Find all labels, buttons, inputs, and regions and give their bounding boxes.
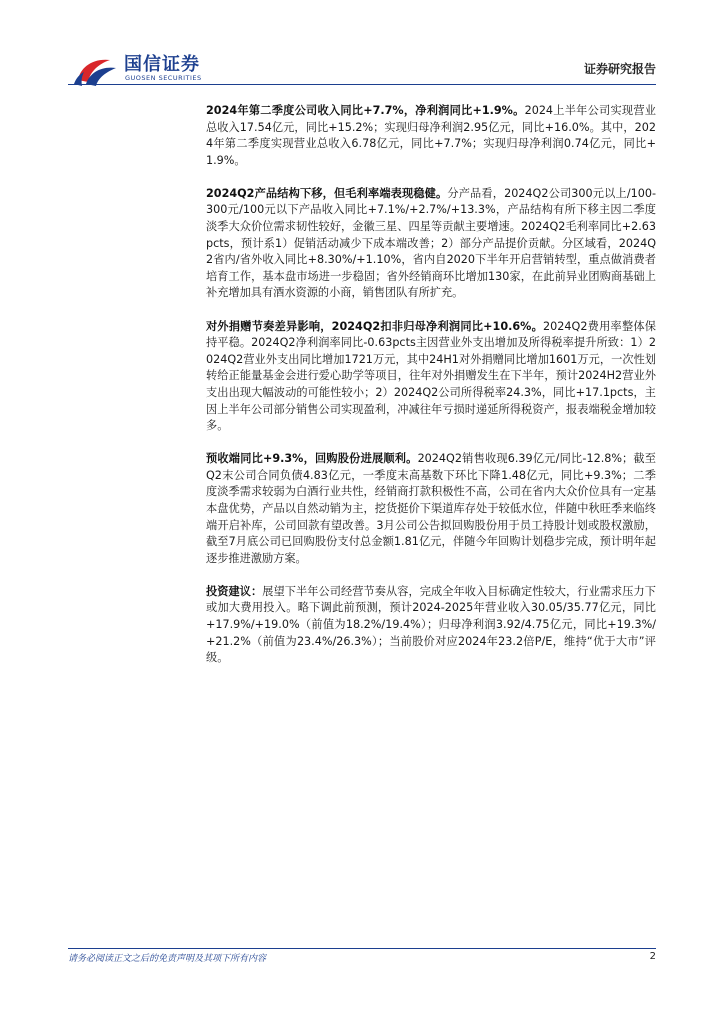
paragraph-lead: 2024年第二季度公司收入同比+7.7%，净利润同比+1.9%。 (206, 104, 525, 117)
footer-disclaimer: 请务必阅读正文之后的免责声明及其项下所有内容 (68, 954, 267, 964)
brand-name-cn: 国信证券 (124, 54, 200, 75)
report-type-label: 证券研究报告 (583, 62, 656, 76)
page-number: 2 (649, 951, 656, 962)
paragraph-text: 2024Q2费用率整体保持平稳。2024Q2净利润率同比-0.63pcts主因营业外支出增加及所得税率提升所致：1）2024Q2营业外支出同比增加1721万元，其中24H1对外捐赠同比增加1601万元，一次性划转给正能量基金会进行爱心助学等项目，往年对外捐赠发生在下半年，预计2024H2营业外支出出现大幅波动的可能性较小；2）2024Q2公司所得税率24.3%，同比+17.1pcts，主因上半年公司部分销售公司实现盈利，冲减往年亏损时递延所得税资产，报表端税金增加较多。 (206, 319, 656, 433)
paragraph-donations (206, 319, 656, 435)
paragraph-lead: 对外捐赠节奏差异影响，2024Q2扣非归母净利润同比+10.6%。 (206, 319, 544, 333)
paragraph-prepayments (206, 451, 656, 567)
paragraph-product-structure (206, 186, 656, 302)
paragraph-text: 2024上半年公司实现营业总收入17.54亿元，同比+15.2%；实现归母净利润2.95亿元，同比+16.0%。其中，2024年第二季度实现营业总收入6.78亿元，同比+7.7%；实现归母净利润0.74亿元，同比+1.9%。 (206, 104, 656, 167)
header-divider (68, 84, 656, 85)
paragraph-lead: 投资建议： (206, 584, 263, 598)
brand-name-en: GUOSEN SECURITIES (125, 74, 202, 82)
paragraph-lead: 预收端同比+9.3%，回购股份进展顺利。 (206, 452, 418, 466)
footer-divider (68, 948, 656, 949)
paragraph-investment-advice (206, 584, 656, 667)
paragraph-revenue (206, 103, 656, 169)
paragraph-text: 2024Q2销售收现6.39亿元/同比-12.8%；截至Q2末公司合同负债4.83亿元，一季度末高基数下环比下降1.48亿元，同比+9.3%；二季度淡季需求较弱为白酒行业共性，经销商打款积极性不高，公司在省内大众价位具有一定基本盘优势，产品以自然动销为主，挖货挺价下渠道库存处于较低水位，伴随中秋旺季来临终端开启补库，公司回款有望改善。3月公司公告拟回购股份用于员工持股计划或股权激励，截至7月底公司已回购股份支付总金额1.81亿元，伴随今年回购计划稳步完成，预计明年起逐步推进激励方案。 (206, 452, 656, 565)
paragraph-text: 展望下半年公司经营节奏从容，完成全年收入目标确定性较大，行业需求压力下或加大费用投入。略下调此前预测，预计2024-2025年营业收入30.05/35.77亿元，同比+17.9%/+19.0%（前值为18.2%/19.4%）；归母净利润3.92/4.75亿元，同比+19.3%/+21.2%（前值为23.4%/26.3%）；当前股价对应2024年23.2倍P/E，维持“优于大市”评级。 (206, 584, 656, 665)
report-body (206, 103, 656, 683)
paragraph-lead: 2024Q2产品结构下移，但毛利率端表现稳健。 (206, 186, 448, 200)
paragraph-text: 分产品看，2024Q2公司300元以上/100-300元/100元以下产品收入同比+7.1%/+2.7%/+13.3%，产品结构有所下移主因二季度淡季大众价位需求韧性较好，金徽三星、四星等贡献主要增速。2024Q2毛利率同比+2.63pcts，预计系1）促销活动减少下成本端改善；2）部分产品提价贡献。分区域看，2024Q2省内/省外收入同比+8.30%/+1.10%，省内自2020下半年开启营销转型，重点做消费者培育工作，基本盘市场进一步稳固；省外经销商环比增加130家，在此前异业团购商基础上补充增加具有酒水资源的小商，销售团队有所扩充。 (206, 186, 656, 300)
report-header (0, 0, 724, 90)
